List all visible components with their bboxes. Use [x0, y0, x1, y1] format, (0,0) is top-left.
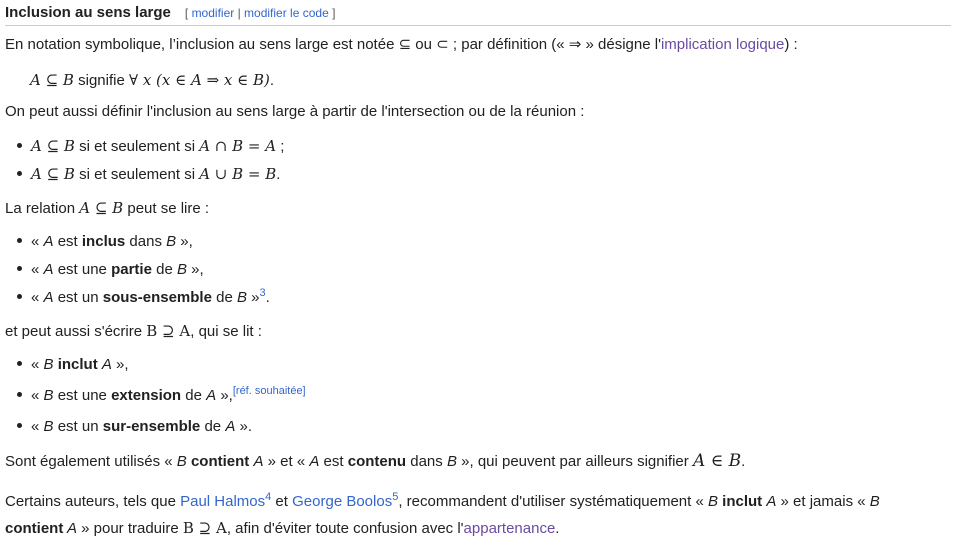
bullet-icon: [17, 423, 22, 428]
paragraph-relation: La relation A ⊆ B peut se lire :: [5, 199, 210, 217]
paul-halmos-link[interactable]: Paul Halmos: [180, 493, 266, 510]
bullet-icon: [17, 143, 22, 148]
paragraph-superset: et peut aussi s'écrire B ⊇ A, qui se lit :: [5, 322, 262, 340]
bullet-icon: [17, 361, 22, 366]
edit-links: [ modifier | modifier le code ]: [184, 6, 336, 20]
bullet-icon: [17, 266, 22, 271]
edit-link[interactable]: modifier: [191, 6, 235, 20]
paragraph-auteurs-line2: contient A » pour traduire B ⊇ A, afin d'éviter toute confusion avec l'appartenance.: [5, 519, 560, 537]
george-boolos-link[interactable]: George Boolos: [292, 493, 393, 510]
paragraph-intersection: On peut aussi définir l'inclusion au sens large à partir de l'intersection ou de la réunion :: [5, 103, 585, 120]
bullet-icon: [17, 294, 22, 299]
bullet-icon: [17, 171, 22, 176]
list-item: « A est inclus dans B »,: [17, 232, 193, 252]
paragraph-auteurs-line1: Certains auteurs, tels que Paul Halmos$^4$ et George Boolos$^5$, recommandent d'utiliser systématiquement « B inclut A » et jamais « B: [5, 491, 880, 510]
implication-logique-link[interactable]: implication logique: [660, 36, 785, 53]
reference-5-link[interactable]: 5: [392, 491, 399, 503]
citation-needed-link[interactable]: [réf. souhaitée]: [232, 385, 306, 397]
list-item: « A est une partie de B »,: [17, 260, 204, 280]
edit-source-link[interactable]: modifier le code: [244, 6, 329, 20]
list-item: « B est un sur-ensemble de A ».: [17, 417, 252, 437]
list-item: A ⊆ B si et seulement si A ∪ B = B.: [17, 164, 280, 185]
bullet-icon: [17, 238, 22, 243]
list-item: A ⊆ B si et seulement si A ∩ B = A ;: [17, 136, 284, 157]
definition-formula: A ⊆ B signifie ∀ x (x ∈ A ⇒ x ∈ B).: [30, 71, 275, 89]
section-heading: [5, 0, 951, 26]
list-item: « B inclut A »,: [17, 355, 129, 375]
reference-4-link[interactable]: 4: [265, 491, 272, 503]
section-title: Inclusion au sens large: [5, 4, 171, 21]
paragraph-contient: Sont également utilisés « B contient A » et « A est contenu dans B », qui peuvent par ailleurs signifier A ∈ B.: [5, 451, 746, 471]
paragraph-notation: En notation symbolique, l’inclusion au sens large est notée ⊆ ou ⊂ ; par définition (« ⇒ » désigne l'implication logique) :: [5, 36, 798, 53]
list-item: « B est une extension de A »,[réf. souhaitée]: [17, 386, 306, 406]
bullet-icon: [17, 392, 22, 397]
list-item: « A est un sous-ensemble de B »$^3$.: [17, 288, 270, 308]
reference-3-link[interactable]: 3: [259, 287, 266, 299]
appartenance-link[interactable]: appartenance: [463, 520, 556, 537]
